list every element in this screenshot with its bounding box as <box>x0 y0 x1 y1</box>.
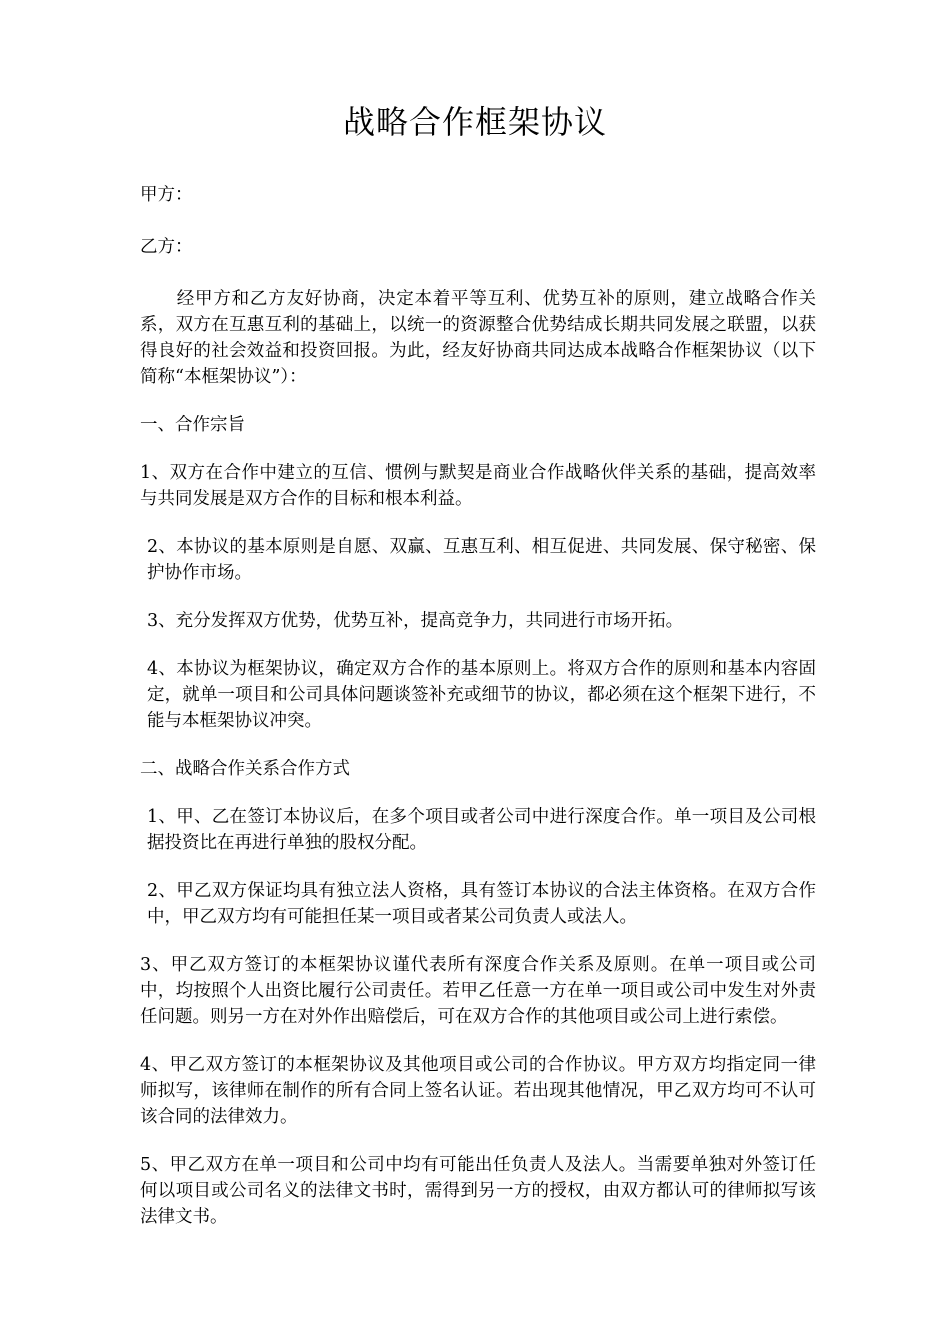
intro-paragraph: 经甲方和乙方友好协商，决定本着平等互利、优势互补的原则，建立战略合作关系，双方在互惠互利的基础上，以统一的资源整合优势结成长期共同发展之联盟，以获得良好的社会效益和投资回报。为此，经友好协商共同达成本战略合作框架协议（以下简称“本框架协议”）： <box>140 289 816 387</box>
clause-paragraph: 3、甲乙双方签订的本框架协议谨代表所有深度合作关系及原则。在单一项目或公司中，均按照个人出资比履行公司责任。若甲乙任意一方在单一项目或公司中发生对外责任问题。则另一方在对外作出赔偿后，可在双方合作的其他项目或公司上进行索偿。 <box>140 955 816 1027</box>
party-b-label: 乙方： <box>140 237 193 257</box>
clause-paragraph: 5、甲乙双方在单一项目和公司中均有可能出任负责人及法人。当需要单独对外签订任何以项目或公司名义的法律文书时，需得到另一方的授权，由双方都认可的律师拟写该法律文书。 <box>140 1155 816 1227</box>
section-heading: 二、战略合作关系合作方式 <box>140 759 350 779</box>
clause-paragraph: 2、甲乙双方保证均具有独立法人资格，具有签订本协议的合法主体资格。在双方合作中，甲乙双方均有可能担任某一项目或者某公司负责人或法人。 <box>147 881 816 927</box>
clause-paragraph: 1、双方在合作中建立的互信、惯例与默契是商业合作战略伙伴关系的基础，提高效率与共同发展是双方合作的目标和根本利益。 <box>140 463 816 509</box>
section-heading: 一、合作宗旨 <box>140 415 245 435</box>
clause-paragraph: 3、充分发挥双方优势，优势互补，提高竞争力，共同进行市场开拓。 <box>147 611 684 631</box>
clause-paragraph: 2、本协议的基本原则是自愿、双赢、互惠互利、相互促进、共同发展、保守秘密、保护协作市场。 <box>147 537 816 583</box>
clause-paragraph: 4、本协议为框架协议，确定双方合作的基本原则上。将双方合作的原则和基本内容固定，就单一项目和公司具体问题谈签补充或细节的协议，都必须在这个框架下进行，不能与本框架协议冲突。 <box>147 659 816 731</box>
party-a-label: 甲方： <box>140 185 193 205</box>
clause-paragraph: 1、甲、乙在签订本协议后，在多个项目或者公司中进行深度合作。单一项目及公司根据投资比在再进行单独的股权分配。 <box>147 807 816 853</box>
document-body <box>140 182 816 1252</box>
clause-paragraph: 4、甲乙双方签订的本框架协议及其他项目或公司的合作协议。甲方双方均指定同一律师拟写，该律师在制作的所有合同上签名认证。若出现其他情况，甲乙双方均可不认可该合同的法律效力。 <box>140 1055 816 1127</box>
document-title: 战略合作框架协议 <box>342 103 607 141</box>
